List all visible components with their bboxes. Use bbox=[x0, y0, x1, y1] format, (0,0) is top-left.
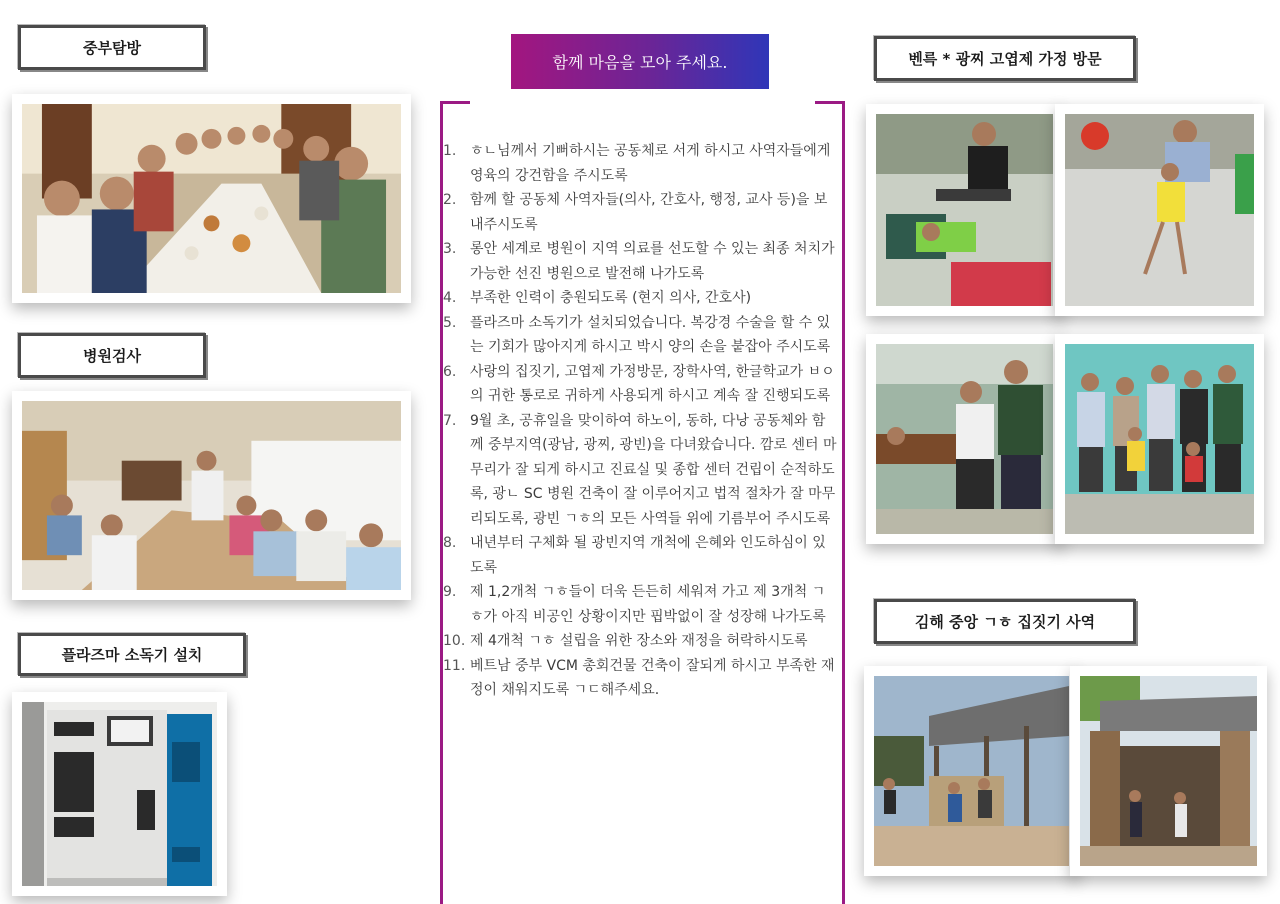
prayer-list-box bbox=[440, 101, 845, 904]
prayer-item: 8. 내년부터 구체화 될 광빈지역 개척에 은혜와 인도하심이 있도록 bbox=[443, 535, 826, 576]
prayer-item: 6. 사랑의 집짓기, 고엽제 가정방문, 장학사역, 한글학교가 ㅂㅇ의 귀한 통로로 귀하게 사용되게 하시고 계속 잘 진행되도록 bbox=[443, 363, 835, 404]
section-label-house-building: 김해 중앙 ㄱㅎ 집짓기 사역 bbox=[874, 599, 1136, 644]
meeting-photo-image bbox=[22, 401, 401, 590]
photo-home-visit-3 bbox=[866, 334, 1063, 544]
prayer-item: 2. 함께 할 공동체 사역자들(의사, 간호사, 행정, 교사 등)을 보내주시도록 bbox=[443, 192, 828, 233]
section-label-central-visit: 중부탐방 bbox=[18, 25, 206, 70]
section-label-hospital-inspection: 병원검사 bbox=[18, 333, 206, 378]
sterilizer-photo-image bbox=[22, 702, 217, 886]
photo-home-visit-1 bbox=[866, 104, 1063, 316]
prayer-item: 9. 제 1,2개척 ㄱㅎ들이 더욱 든든히 세워져 가고 제 3개척 ㄱㅎ가 아직 비공인 상황이지만 핍박없이 잘 성장해 나가도록 bbox=[443, 584, 826, 625]
prayer-item: 5. 플라즈마 소독기가 설치되었습니다. 복강경 수술을 할 수 있는 기회가 많아지게 하시고 박시 양의 손을 붙잡아 주시도록 bbox=[443, 314, 831, 355]
prayer-item: 10. 제 4개척 ㄱㅎ 설립을 위한 장소와 재정을 허락하시도록 bbox=[443, 633, 808, 649]
prayer-title-banner: 함께 마음을 모아 주세요. bbox=[511, 34, 769, 89]
photo-dinner-group bbox=[12, 94, 411, 303]
prayer-item: 3. 롱안 세계로 병원이 지역 의료를 선도할 수 있는 최종 처치가 가능한 선진 병원으로 발전해 나가도록 bbox=[443, 241, 835, 282]
prayer-item: 7. 9월 초, 공휴일을 맞이하여 하노이, 동하, 다낭 공동체와 함께 중부지역(광남, 광찌, 광빈)을 다녀왔습니다. 깜로 센터 마무리가 잘 되게 하시고 진료실 및 종합 센터 건립이 순적하도록, 광ㄴ SC 병원 건축이 잘 이루어지고 법적 절차가 잘 마무리되도록, 광빈 ㄱㅎ의 모든 사역들 위에 기름부어 주시도록 bbox=[443, 412, 837, 527]
house-building-1-image bbox=[874, 676, 1069, 866]
photo-home-visit-4 bbox=[1055, 334, 1264, 544]
prayer-item: 11. 베트남 중부 VCM 총회건물 건축이 잘되게 하시고 부족한 재정이 채워지도록 ㄱㄷ해주세요. bbox=[443, 657, 835, 698]
photo-house-building-2 bbox=[1070, 666, 1267, 876]
photo-home-visit-2 bbox=[1055, 104, 1264, 316]
home-visit-1-image bbox=[876, 114, 1053, 306]
prayer-item: 1. ㅎㄴ님께서 기뻐하시는 공동체로 서게 하시고 사역자들에게 영육의 강건함을 주시도록 bbox=[443, 143, 831, 184]
photo-house-building-1 bbox=[864, 666, 1079, 876]
dinner-photo-image bbox=[22, 104, 401, 293]
home-visit-4-image bbox=[1065, 344, 1254, 534]
photo-hospital-meeting bbox=[12, 391, 411, 600]
prayer-item: 4. 부족한 인력이 충원되도록 (현지 의사, 간호사) bbox=[443, 290, 752, 306]
photo-plasma-sterilizer bbox=[12, 692, 227, 896]
home-visit-3-image bbox=[876, 344, 1053, 534]
section-label-home-visit: 벤륵 * 광찌 고엽제 가정 방문 bbox=[874, 36, 1136, 81]
home-visit-2-image bbox=[1065, 114, 1254, 306]
prayer-list bbox=[443, 139, 838, 703]
house-building-2-image bbox=[1080, 676, 1257, 866]
section-label-plasma-sterilizer: 플라즈마 소독기 설치 bbox=[18, 633, 246, 676]
